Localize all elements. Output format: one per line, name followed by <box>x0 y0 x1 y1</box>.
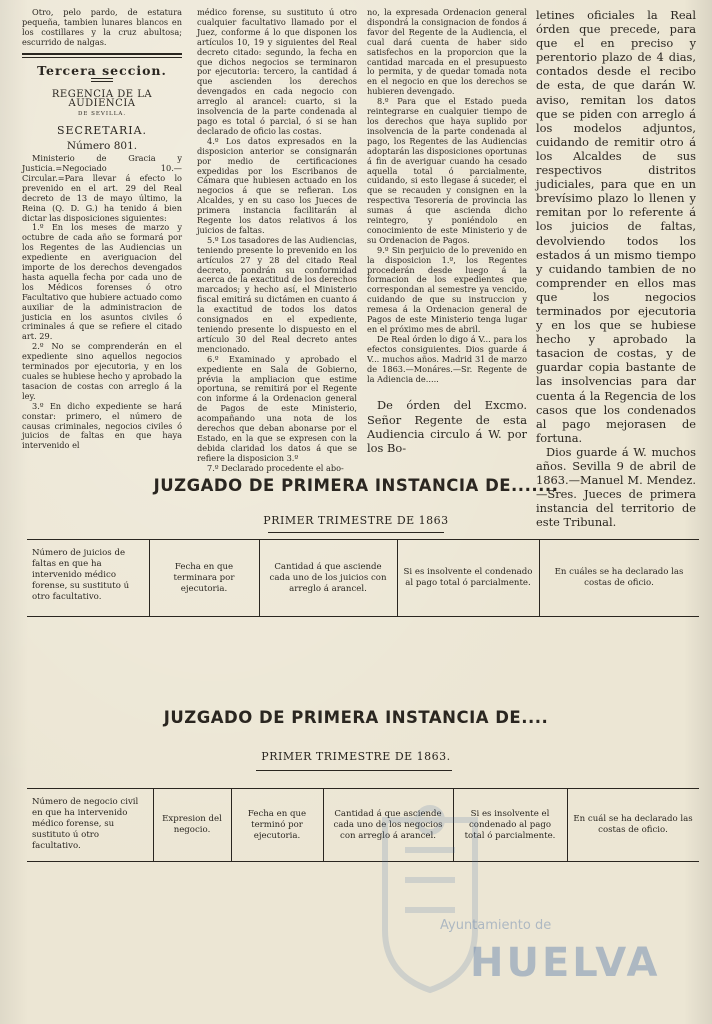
court-title: JUZGADO DE PRIMERA INSTANCIA DE....... <box>153 476 559 495</box>
section-rule <box>22 53 182 55</box>
document-number: Número 801. <box>66 140 138 153</box>
title-underline <box>268 532 444 533</box>
column-header: En cuáles se ha declarado las costas de oficio. <box>554 567 684 588</box>
watermark-text: Ayuntamiento de <box>440 918 552 933</box>
court-title: JUZGADO DE PRIMERA INSTANCIA DE.... <box>163 708 549 727</box>
paragraph: Otro, pelo pardo, de estatura pequeña, tambien lunares blancos en los costillares y la cruz abultosa; escurrido de nalgas. <box>22 7 182 47</box>
title-underline <box>256 770 452 771</box>
paragraph: 7.º Declarado procedente el abo- <box>207 462 344 473</box>
column-header: Expresion del negocio. <box>162 814 222 835</box>
column-header: En cuál se ha declarado las costas de oficio. <box>573 814 693 835</box>
form-table-1 <box>27 539 699 617</box>
text-column-3 <box>367 8 527 476</box>
divider <box>91 78 113 82</box>
paragraph: 2.º No se comprenderán en el expediente sino aquellos negocios terminados por ejecutoria, y en los cuales se hubiese hecho y aprobado la tasacion de costas con arreglo á la ley. <box>22 341 182 401</box>
column-header: Número de negocio civil en que ha intervenido médico forense, su sustituto ú otro facultativo. <box>32 797 139 851</box>
paragraph: De Real órden lo digo á V... para los efectos consiguientes. Dios guarde á V... muchos años. Madrid 31 de marzo de 1863.—Monáres.—Sr. Regente de la Adiencia de..... <box>367 333 527 384</box>
column-header: Si es insolvente el condenado al pago total ó parcialmente. <box>403 567 533 588</box>
paragraph: médico forense, su sustituto ú otro cualquier facultativo llamado por el Juez, conforme á lo que disponen los artículos 10, 19 y siguientes del Real decreto citado: segundo, la fecha en que dichos negocios se terminaron por ejecutoria: tercero, la cantidad á que ascienden los derechos devengados en cada negocio con arreglo al arancel: cuarto, si la insolvencia de la parte condenada al pago es total ó parcial, ó si se han declarado de oficio las costas. <box>197 7 357 136</box>
watermark-text: HUELVA <box>470 940 661 986</box>
column-header: Cantidad á que asciende cada uno de los negocios con arreglo á arancel. <box>333 808 443 841</box>
paragraph: no, la expresada Ordenacion general dispondrá la consignacion de fondos á favor del Regente de la Audiencia, el cual dará cuenta de haber sido satisfechos en la proporcion que la cantidad marcada en el presupuesto lo permita, y de quedar tomada nota en el negocio en que los derechos se hubieren devengado. <box>367 7 527 97</box>
column-header: Fecha en que terminó por ejecutoria. <box>247 808 307 841</box>
paragraph: 4.º Los datos expresados en la disposicion anterior se consignarán por medio de certificaciones expedidas por los Escribanos de Cámara que hubiesen actuado en los negocios á que se refieran. Los Alcaldes, y en su caso los Jueces de primera instancia facilitarán al Regente los datos relativos á los juicios de faltas. <box>197 135 357 235</box>
text-column-1 <box>22 8 182 476</box>
section-heading: Tercera seccion. <box>37 62 167 78</box>
trimester-title: PRIMER TRIMESTRE DE 1863 <box>263 514 449 527</box>
paragraph: 5.º Los tasadores de las Audiencias, teniendo presente lo prevenido en los artículos 27 y 28 del citado Real decreto, pondrán su conformidad acerca de la exactitud de los derechos marcados; y hecho así, el Ministerio fiscal emitirá su dictámen en cuanto á la exactitud de todos los datos consignados en el expediente, teniendo presente lo dispuesto en el artículo 30 del Real decreto antes mencionado. <box>197 234 357 354</box>
paragraph: 1.º En los meses de marzo y octubre de cada año se formará por los Regentes de las Audiencias un expediente en averiguacion del importe de los derechos devengados hasta aquella fecha por cada uno de los Médicos forenses ó otro Facultativo que hubiere actuado como auxiliar de la administracion de justicia en los asuntos civiles ó criminales á que se refiere el citado art. 29. <box>22 222 182 342</box>
paragraph: 9.º Sin perjuicio de lo prevenido en la disposicion 1.º, los Regentes procederán desde luego á la formacion de los expedientes que correspondan al semestre ya vencido, cuidando de que su instruccion y remesa á la Ordenacion general de Pagos de este Ministerio tenga lugar en el próximo mes de abril. <box>367 244 527 334</box>
column-header: Si es insolvente el condenado al pago total ó parcialmente. <box>464 808 556 841</box>
column-header: Número de juicios de faltas en que ha intervenido médico forense, su sustituto ú otro facultativo. <box>32 548 130 602</box>
text-column-4 <box>536 8 696 530</box>
spacer <box>367 384 527 398</box>
trimester-title: PRIMER TRIMESTRE DE 1863. <box>261 750 451 763</box>
organization-subtitle: DE SEVILLA. <box>77 111 127 118</box>
section-rule <box>22 57 182 58</box>
paragraph: Dios guarde á W. muchos años. Sevilla 9 de abril de 1863.—Manuel M. Mendez.—Sres. Jueces de primera instancia del territorio de este Tribunal. <box>536 444 696 530</box>
department-title: SECRETARIA. <box>56 124 148 138</box>
paragraph: De órden del Excmo. Señor Regente de esta Audiencia circulo á W. por los Bo- <box>367 398 527 455</box>
column-header: Cantidad á que asciende cada uno de los juicios con arreglo á arancel. <box>269 561 387 594</box>
column-header: Fecha en que terminara por ejecutoria. <box>173 561 235 594</box>
cell-underline <box>27 616 144 617</box>
organization-title: REGENCIA DE LA AUDIENCIA <box>51 88 153 110</box>
paragraph: 3.º En dicho expediente se hará constar: primero, el número de causas criminales, negocios civiles ó juicios de faltas en que haya intervenido el <box>22 400 182 451</box>
text-column-2 <box>197 8 357 476</box>
paragraph: 6.º Examinado y aprobado el expediente en Sala de Gobierno, prévia la ampliacion que estime oportuna, se remitirá por el Regente con informe á la Ordenacion general de Pagos de este Ministerio, acompañando una nota de los derechos que deban abonarse por el Estado, en la que se expresen con la debida claridad los datos á que se refiere la disposicion 3.º <box>197 353 357 463</box>
paragraph: Ministerio de Gracia y Justicia.=Negociado 10.—Circular.=Para llevar á efecto lo prevenido en el art. 29 del Real decreto de 13 de mayo último, la Reina (Q. D. G.) ha tenido á bien dictar las disposiciones siguientes: <box>22 153 182 223</box>
paragraph: 8.º Para que el Estado pueda reintegrarse en cualquier tiempo de los derechos que haya suplido por insolvencia de la parte condenada al pago, los Regentes de las Audiencias adoptarán las disposiciones oportunas á fin de averiguar cuando ha cesado aquella total ó parcialmente, cuidando, si esto llegase á suceder, el que se recauden y consignen en la respectiva Tesorería de provincia las sumas á que ascienda dicho reintegro, y poniéndolo en conocimiento de este Ministerio y de su Ordenacion de Pagos. <box>367 96 527 245</box>
paragraph: letines oficiales la Real órden que precede, para que el en preciso y perentorio plazo de 4 dias, contados desde el recibo de esta, de que darán W. aviso, remitan los datos que se piden con arreglo á los modelos adjuntos, cuidando de remitir otro á los Alcaldes de sus respectivos distritos judiciales, para que en un brevísimo plazo lo llenen y remitan por lo referente á los juicios de faltas, devolviendo todos los estados á un mismo tiempo y cuidando tambien de no comprender en ellos mas que los negocios terminados por ejecutoria y en los que se hubiese hecho y aprobado la tasacion de costas, y de guardar copia bastante de las insolvencias para dar cuenta á la Regencia de los casos que los condenados al pago mejorasen de fortuna. <box>536 8 696 445</box>
